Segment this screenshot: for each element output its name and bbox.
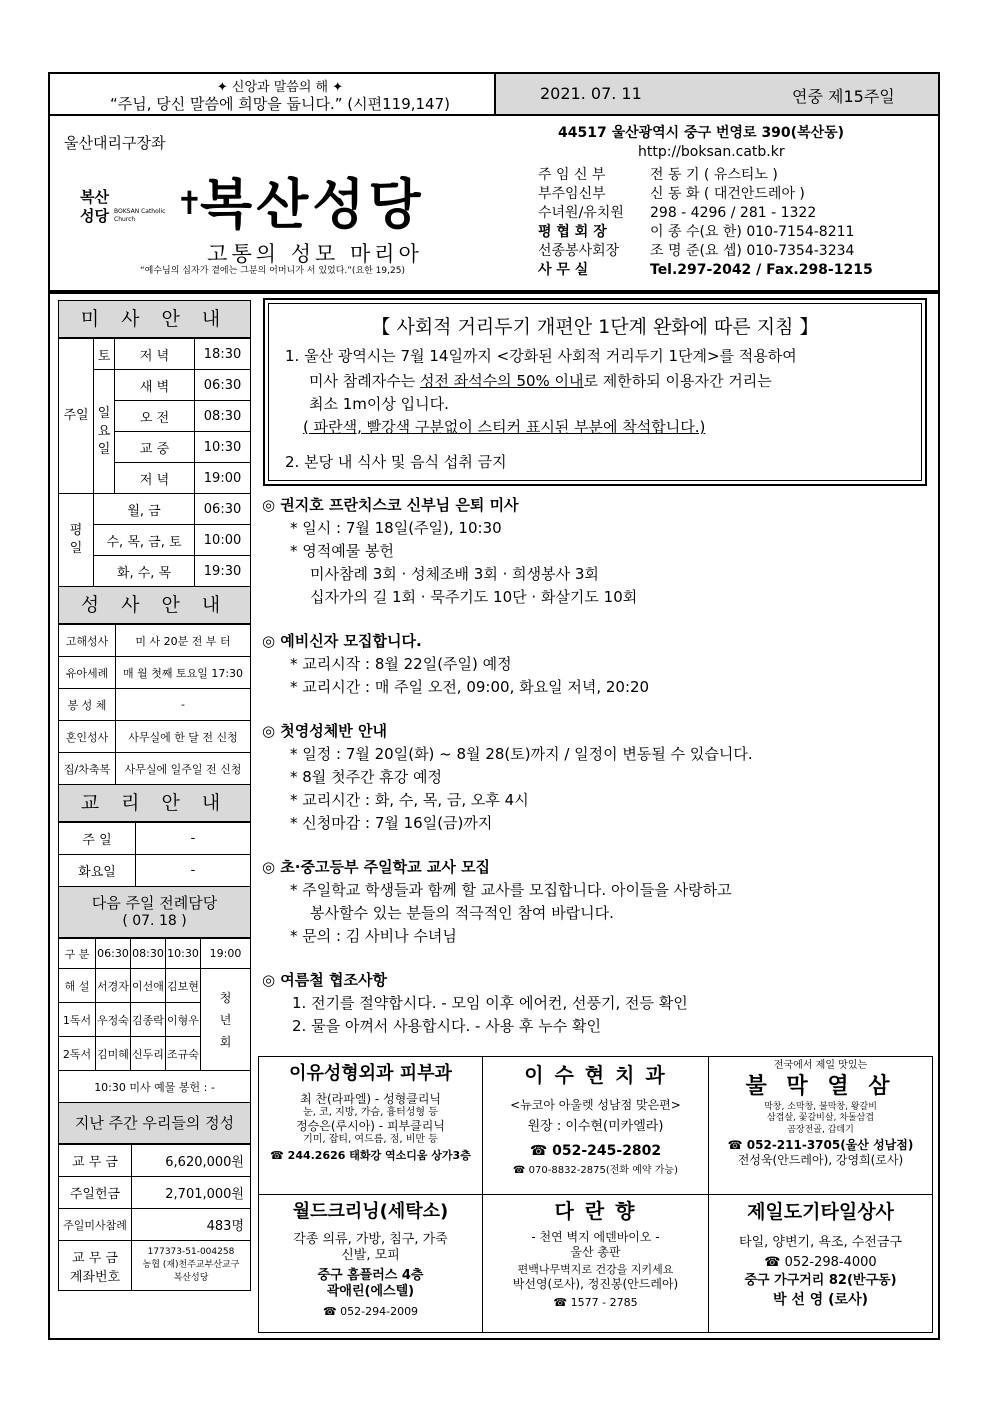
masthead (48, 112, 940, 292)
account-label: 교 무 금 계좌번호 (59, 1241, 132, 1291)
section-summer-cooperation: ◎ 여름철 협조사항 1. 전기를 절약합시다. - 모임 이후 에어컨, 선풍기, 전등 확인 2. 물을 아껴서 사용합시다. - 사용 후 누수 확인 (262, 971, 688, 1035)
church-website[interactable]: http://boksan.catb.kr (638, 144, 785, 160)
sunday-sub: 일요일 (94, 370, 115, 494)
section-catechumen: ◎ 예비신자 모집합니다. * 교리시작 : 8월 22일(주일) 예정 * 교리시간 : 매 주일 오전, 09:00, 화요일 저녁, 20:20 (262, 632, 650, 696)
liturgy-title: 다음 주일 전례담당 ( 07. 18 ) (58, 887, 251, 938)
ad-plastic-surgery: 이유성형외과 피부과 최 찬(라파엘) - 성형클리닉 눈, 코, 지방, 가슴, 흉터성형 등 정승은(루시아) - 피부클리닉 기미, 잡티, 여드름, 점, 비만 등 ☎ 244.2626 태화강 역소디움 상가3층 (259, 1057, 483, 1195)
cross-icon: ✝ (176, 184, 203, 222)
logo: 복산 성당 BOKSAN Catholic Church ✝ (80, 184, 203, 225)
patron-quote: “예수님의 십자가 곁에는 그분의 어머니가 서 있었다.”(요한 19,25) (140, 266, 405, 276)
ad-restaurant: 전국에서 제일 맛있는 불 막 열 삼 막창, 소막창, 불막창, 왕갈비 삼겹살, 꽃갈비살, 차돌삼겹 곰장전골, 갑데기 ☎ 052-211-3705(울산 성남점) 전성욱(안드레아), 강영희(로사) (709, 1057, 933, 1195)
sacrament-guide-title: 성 사 안 내 (58, 587, 251, 624)
ad-dental: 이 수 현 치 과 <뉴코아 아울렛 성남점 맞은편> 원장 : 이수현(미카엘라) ☎ 052-245-2802 ☎ 070-8832-2875(전화 예약 가능) (483, 1057, 709, 1195)
offerings-title: 지난 주간 우리들의 정성 (58, 1103, 251, 1144)
notice-title: 【 사회적 거리두기 개편안 1단계 완화에 따른 지침 】 (371, 316, 819, 338)
catechism-table: 주 일 - 화요일 - (58, 822, 251, 887)
sacrament-table: 고해성사 미 사 20분 전 부 터 유아세례 매 월 첫째 토요일 17:30 봉 성 체 - 혼인성사 사무실에 한 달 전 신청 집/차축복 사무실에 일주일 전 신청 (58, 624, 251, 785)
ad-laundry: 월드크리닝(세탁소) 각종 의류, 가방, 침구, 가죽 신발, 모피 중구 홈플러스 4층 곽애린(에스텔) ☎ 052-294-2009 (259, 1195, 483, 1333)
left-column (58, 300, 251, 1291)
mass-guide-title: 미 사 안 내 (58, 300, 251, 338)
diocese-label: 울산대리구장좌 (64, 134, 166, 152)
catechism-guide-title: 교 리 안 내 (58, 785, 251, 822)
weekday-label: 평일 (59, 494, 94, 587)
issue-date: 2021. 07. 11 (540, 84, 642, 103)
patron-name: 고통의 성모 마리아 (207, 242, 423, 266)
mass-guide-table: 주일 토 저 녁 18:30 일요일 새 벽 06:30 오 전 08:30 교 중 10:30 저 녁 19:00 평일 월, 금 06:30 수, 목, 금, 토 10:00 화, 수, 목 19:30 (58, 338, 251, 587)
church-name: 복산성당 (200, 173, 425, 236)
account-number: 177373-51-004258 농협 (재)천주교부산교구 복산성당 (132, 1241, 251, 1291)
liturgical-week: 연중 제15주일 (792, 87, 895, 106)
liturgy-table: 구 분 06:30 08:30 10:30 19:00 해 설 서경자 이선애 김보현 청년회 1독서 우정숙 김종락 이형우 2독서 김미혜 신두리 조규숙 10:30 미사 예물 봉헌 : - (58, 938, 251, 1103)
notice-box: 【 사회적 거리두기 개편안 1단계 완화에 따른 지침 】 1. 울산 광역시는 7월 14일까지 <강화된 사회적 거리두기 1단계>를 적용하여 미사 참례자수는 성전 좌석수의 50% 이내로 제한하되 이용자간 거리는 최소 1m이상 입니다. ( 파란색, 빨강색 구분없이 스티커 표시된 부분에 착석합니다.) 2. 본당 내 식사 및 음식 섭취 금지 (263, 298, 927, 486)
staff-list: 주 임 신 부 전 동 기 ( 유스티노 ) 부주임신부 신 동 화 ( 대건안드레아 ) 수녀원/유치원 298 - 4296 / 281 - 1322 평 협 회 장 이 종 수(요 한) 010-7154-8211 선종봉사회장 조 명 준(요 셉) 010-7354-3234 사 무 실 Tel.297-2042 / Fax.298-1215 (538, 167, 873, 278)
sunday-label: 주일 (59, 339, 94, 494)
motto-title: ✦ 신앙과 말씀의 해 ✦ (216, 80, 344, 95)
ad-tile-store: 제일도기타일상사 타일, 양변기, 욕조, 수전금구 ☎ 052-298-4000 중구 가구거리 82(반구동) 박 선 영 (로사) (709, 1195, 933, 1333)
motto-quote: “주님, 당신 말씀에 희망을 둡니다.” (시편119,147) (109, 95, 450, 113)
ads-grid (258, 1056, 933, 1333)
section-first-communion: ◎ 첫영성체반 안내 * 일정 : 7월 20일(화) ~ 8월 28(토)까지 / 일정이 변동될 수 있습니다. * 8월 첫주간 휴강 예정 * 교리시간 : 화, 수, 목, 금, 오후 4시 * 신청마감 : 7월 16일(금)까지 (262, 722, 753, 832)
announcements (262, 494, 922, 1038)
offerings-table: 교 무 금 6,620,000원 주일헌금 2,701,000원 주일미사참례 483명 교 무 금 계좌번호 177373-51-004258 농협 (재)천주교부산교구 복산성당 (58, 1144, 251, 1291)
section-retirement-mass: ◎ 권지호 프란치스코 신부님 은퇴 미사 * 일시 : 7월 18일(주일), 10:30 * 영적예물 봉헌 미사참례 3회 · 성체조배 3회 · 희생봉사 3회 십자가의 길 1회 · 묵주기도 10단 · 화살기도 10회 (262, 496, 638, 606)
ad-wallpaper: 다 란 향 - 천연 벽지 에덴바이오 - 울산 총판 편백나무벽지로 건강을 지키세요 박선영(로사), 정진봉(안드레아) ☎ 1577 - 2785 (483, 1195, 709, 1333)
header-bar (48, 72, 940, 116)
church-address: 44517 울산광역시 중구 번영로 390(복산동) (558, 125, 845, 141)
section-teacher-recruit: ◎ 초·중고등부 주일학교 교사 모집 * 주일학교 학생들과 함께 할 교사를 모집합니다. 아이들을 사랑하고 봉사할수 있는 분들의 적극적인 참여 바랍니다. * 문의 : 김 사비나 수녀님 (262, 858, 732, 945)
youth-group: 청년회 (201, 969, 251, 1071)
